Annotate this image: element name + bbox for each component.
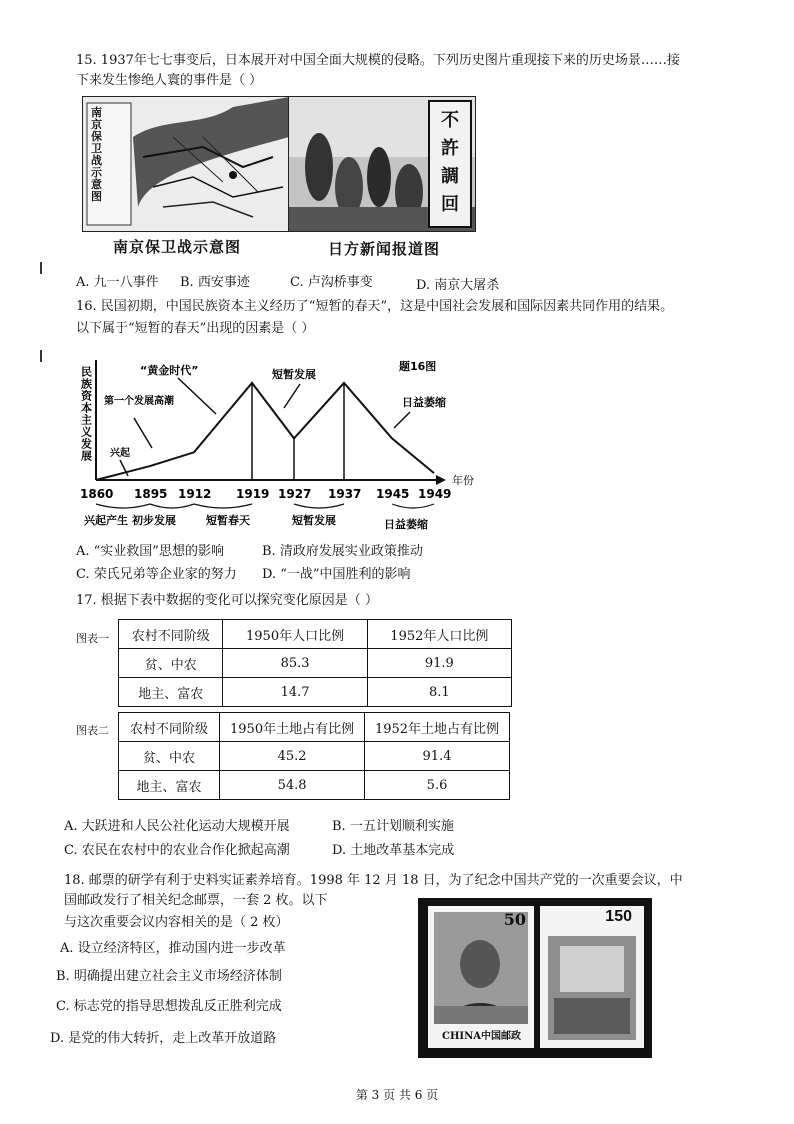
x-tick-label: 1895 xyxy=(134,487,168,501)
annotation-short-dev: 短暂发展 xyxy=(272,368,316,381)
population-table xyxy=(118,619,512,707)
q18-option-c[interactable]: C. 标志党的指导思想拨乱反正胜利完成 xyxy=(56,999,282,1014)
table-cell: 5.6 xyxy=(365,771,510,800)
table-cell: 91.4 xyxy=(365,742,510,771)
q15-option-d[interactable]: D. 南京大屠杀 xyxy=(416,278,500,293)
q17-option-a[interactable]: A. 大跃进和人民公社化运动大规模开展 xyxy=(64,819,290,834)
stamp-frame xyxy=(418,898,652,1058)
x-tick-label: 1919 xyxy=(236,487,270,501)
x-tick-label: 1949 xyxy=(418,487,452,501)
table-header: 1950年土地占有比例 xyxy=(220,713,365,742)
caption-right: 日方新闻报道图 xyxy=(328,240,441,258)
annotation-decline: 日益萎缩 xyxy=(402,396,446,409)
period-label: 初步发展 xyxy=(132,514,176,527)
x-tick-label: 1937 xyxy=(328,487,362,501)
table-row xyxy=(119,649,512,678)
q18-option-a[interactable]: A. 设立经济特区，推动国内进一步改革 xyxy=(60,941,286,956)
annotation-rise: 兴起 xyxy=(110,448,130,459)
q18-stem-line3: 与这次重要会议内容相关的是（ 2 枚） xyxy=(64,915,289,930)
japanese-news-photo xyxy=(288,96,476,232)
period-bracket xyxy=(194,504,252,508)
capitalism-chart xyxy=(74,352,494,542)
x-axis-arrow xyxy=(436,475,446,485)
table-header-row xyxy=(119,620,512,649)
period-label: 日益萎缩 xyxy=(384,518,428,531)
period-bracket xyxy=(96,504,150,508)
page-footer: 第 3 页 共 6 页 xyxy=(355,1088,439,1102)
x-tick-label: 1860 xyxy=(80,487,114,501)
margin-mark xyxy=(40,262,42,274)
x-tick-label: 1927 xyxy=(278,487,312,501)
stamp-plenary-session xyxy=(540,906,644,1048)
table-cell: 地主、富农 xyxy=(119,678,223,707)
chart-title: 题16图 xyxy=(399,360,437,373)
table-header-row xyxy=(119,713,510,742)
stamp2-value: 150 xyxy=(605,908,632,925)
table-cell: 8.1 xyxy=(367,678,511,707)
stamp1-text: CHINA中国邮政 xyxy=(442,1031,521,1042)
table1-label: 图表一 xyxy=(76,632,109,645)
land-table xyxy=(118,712,510,800)
table-header: 1950年人口比例 xyxy=(223,620,367,649)
q15-option-c[interactable]: C. 卢沟桥事变 xyxy=(290,275,373,290)
table-header: 农村不同阶级 xyxy=(119,713,220,742)
q17-option-c[interactable]: C. 农民在农村中的农业合作化掀起高潮 xyxy=(64,843,290,858)
stamp-deng-xiaoping xyxy=(428,906,534,1048)
table-cell: 45.2 xyxy=(220,742,365,771)
x-tick-label: 1912 xyxy=(178,487,212,501)
nanjing-battle-map xyxy=(82,96,290,232)
q18-option-d[interactable]: D. 是党的伟大转折，走上改革开放道路 xyxy=(50,1031,277,1046)
table-row xyxy=(119,678,512,707)
chart-xlabel: 年份 xyxy=(452,474,474,487)
period-bracket xyxy=(294,504,344,508)
q15-option-a[interactable]: A. 九一八事件 xyxy=(76,275,159,290)
annotation-first-peak: 第一个发展高潮 xyxy=(104,396,174,407)
map-title: 南京保卫战示意图 xyxy=(91,106,102,203)
annotation-golden-age: “黄金时代” xyxy=(140,364,199,377)
q17-option-d[interactable]: D. 土地改革基本完成 xyxy=(332,843,455,858)
q18-stem-line1: 18. 邮票的研学有利于史料实证素养培育。1998 年 12 月 18 日，为了纪念中国共产党的一次重要会议，中 xyxy=(64,873,683,888)
q16-option-c[interactable]: C. 荣氏兄弟等企业家的努力 xyxy=(76,567,237,582)
margin-mark xyxy=(40,350,42,362)
q18-option-b[interactable]: B. 明确提出建立社会主义市场经济体制 xyxy=(56,969,282,984)
q16-stem-line2: 以下属于“短暂的春天”出现的因素是（ ） xyxy=(76,321,315,336)
table-row xyxy=(119,771,510,800)
table-cell: 地主、富农 xyxy=(119,771,220,800)
table-header: 农村不同阶级 xyxy=(119,620,223,649)
stamp1-value: 50 xyxy=(503,910,526,929)
table-cell: 14.7 xyxy=(223,678,367,707)
annotation-decline-arrow xyxy=(394,412,410,428)
table-cell: 91.9 xyxy=(367,649,511,678)
q18-stem-line2: 国邮政发行了相关纪念邮票，一套 2 枚。以下 xyxy=(64,893,328,908)
table-cell: 85.3 xyxy=(223,649,367,678)
annotation-golden-age-arrow xyxy=(178,378,216,414)
annotation-short-dev-arrow xyxy=(284,384,300,408)
period-bracket xyxy=(150,504,194,508)
period-label: 兴起产生 xyxy=(84,514,128,527)
q17-stem: 17. 根据下表中数据的变化可以探究变化原因是（ ） xyxy=(76,593,378,608)
period-bracket xyxy=(392,504,434,508)
x-tick-label: 1945 xyxy=(376,487,410,501)
q15-stem-line1: 15. 1937年七七事变后，日本展开对中国全面大规模的侵略。下列历史图片重现接下来的历史场景……接 xyxy=(76,53,680,68)
q15-stem-line2: 下来发生惨绝人寰的事件是（ ） xyxy=(76,73,263,88)
period-label: 短暂春天 xyxy=(206,514,250,527)
q17-option-b[interactable]: B. 一五计划顺利实施 xyxy=(332,819,454,834)
table-header: 1952年土地占有比例 xyxy=(365,713,510,742)
table-cell: 贫、中农 xyxy=(119,649,223,678)
table2-label: 图表二 xyxy=(76,724,109,737)
q16-stem-line1: 16. 民国初期，中国民族资本主义经历了“短暂的春天”，这是中国社会发展和国际因素共同作用的结果。 xyxy=(76,299,674,314)
q15-option-b[interactable]: B. 西安事迹 xyxy=(180,275,250,290)
annotation-first-peak-arrow xyxy=(134,418,152,448)
table-row xyxy=(119,742,510,771)
photo-sign-text: 不許調回 xyxy=(441,110,459,215)
caption-left: 南京保卫战示意图 xyxy=(113,238,242,256)
q16-option-a[interactable]: A. “实业救国”思想的影响 xyxy=(76,544,224,559)
chart-ylabel: 民族资本主义发展 xyxy=(79,366,93,462)
period-label: 短暂发展 xyxy=(292,514,336,527)
table-cell: 54.8 xyxy=(220,771,365,800)
q16-option-b[interactable]: B. 清政府发展实业政策推动 xyxy=(262,544,423,559)
table-header: 1952年人口比例 xyxy=(367,620,511,649)
q16-option-d[interactable]: D. “一战”中国胜利的影响 xyxy=(262,567,411,582)
table-cell: 贫、中农 xyxy=(119,742,220,771)
